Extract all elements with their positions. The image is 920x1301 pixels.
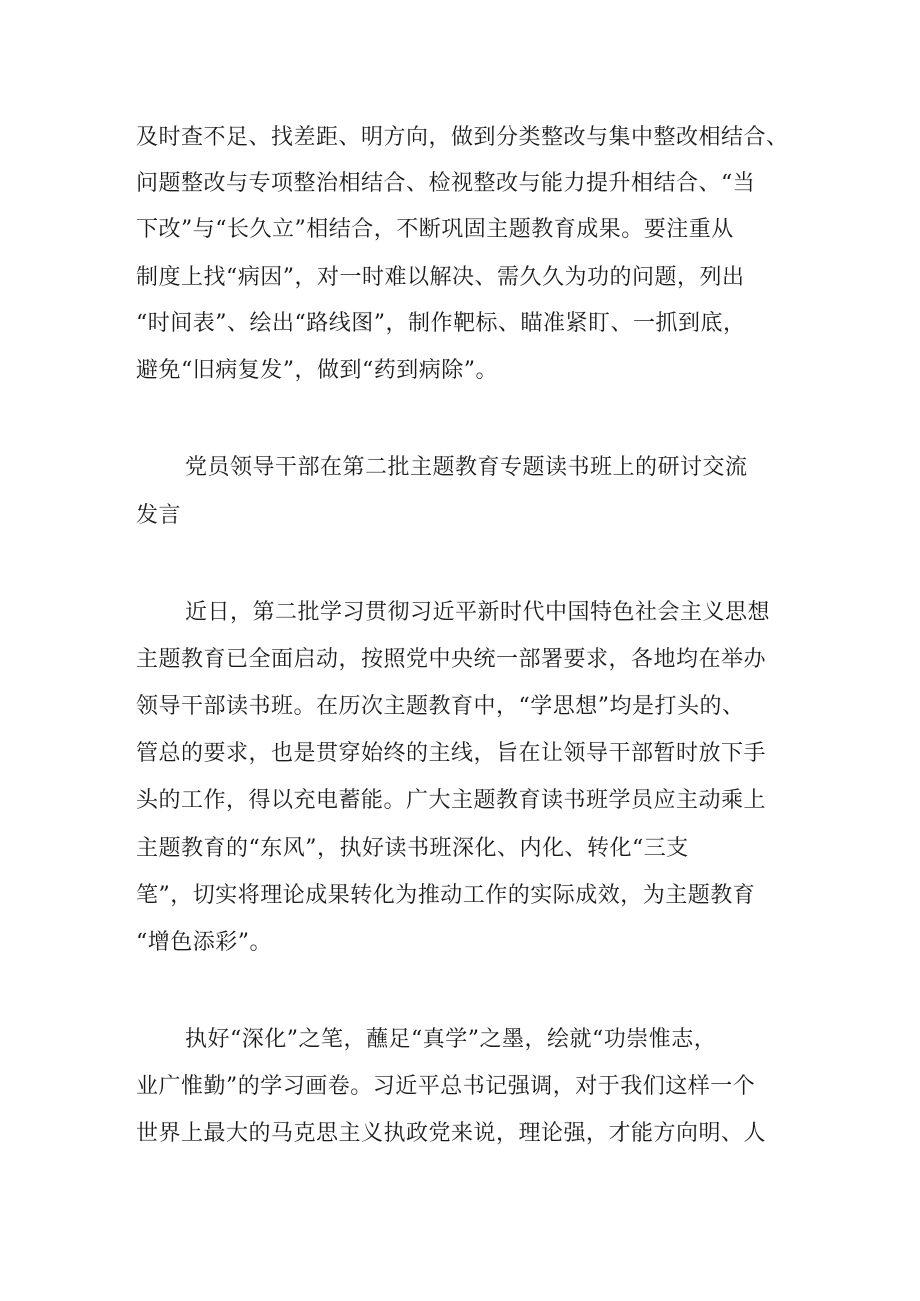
paragraph-1-line: 制度上找“病因”，对一时难以解决、需久久为功的问题，列出 [136,265,745,290]
paragraph-1-line: “时间表”、绘出“路线图”，制作靶标、瞄准紧盯、一抓到底， [136,311,746,336]
paragraph-2-line: 头的工作，得以充电蓄能。广大主题教育读书班学员应主动乘上 [136,788,767,813]
paragraph-2-line: “增色添彩”。 [136,930,272,955]
paragraph-2-line: 管总的要求，也是贯穿始终的主线，旨在让领导干部暂时放下手 [136,741,767,766]
paragraph-2-line: 领导干部读书班。在历次主题教育中，“学思想”均是打头的、 [136,694,745,719]
paragraph-2-line: 近日，第二批学习贯彻习近平新时代中国特色社会主义思想 [185,600,771,625]
paragraph-2-line: 主题教育的“东风”，执好读书班深化、内化、转化“三支 [136,836,689,861]
paragraph-3-line: 执好“深化”之笔，蘸足“真学”之墨，绘就“功崇惟志， [185,1027,717,1052]
paragraph-1-line: 避免“旧病复发”，做到“药到病除”。 [136,358,498,383]
title-line: 发言 [136,503,182,528]
paragraph-2-line: 主题教育已全面启动，按照党中央统一部署要求，各地均在举办 [136,647,767,672]
paragraph-1-line: 下改”与“长久立”相结合，不断巩固主题教育成果。要注重从 [136,217,734,242]
title-line: 党员领导干部在第二批主题教育专题读书班上的研讨交流 [185,455,748,480]
paragraph-1-line: 问题整改与专项整治相结合、检视整改与能力提升相结合、“当 [136,171,756,196]
paragraph-2-line: 笔”，切实将理论成果转化为推动工作的实际成效，为主题教育 [136,883,756,908]
paragraph-3-line: 业广惟勤”的学习画卷。习近平总书记强调，对于我们这样一个 [136,1074,756,1099]
paragraph-3-line: 世界上最大的马克思主义执政党来说，理论强，才能方向明、人 [136,1121,767,1146]
paragraph-1-line: 及时查不足、找差距、明方向，做到分类整改与集中整改相结合、 [136,125,789,150]
